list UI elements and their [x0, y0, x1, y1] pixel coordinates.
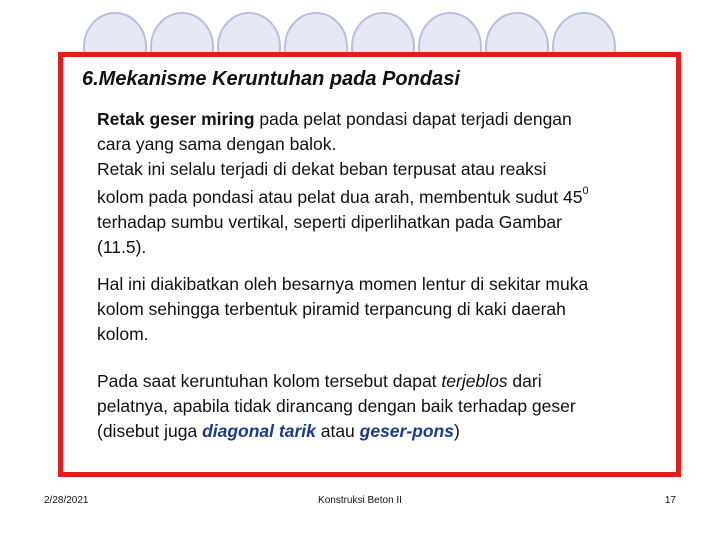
- text-run: atau: [315, 420, 360, 441]
- text-run: dari: [507, 371, 542, 391]
- term-terjeblos: terjeblos: [441, 371, 508, 391]
- slide-title: 6.Mekanisme Keruntuhan pada Pondasi: [82, 68, 460, 90]
- superscript: 0: [582, 185, 589, 198]
- paragraph-line: kolom.: [97, 323, 149, 344]
- text-run: Pada saat keruntuhan kolom tersebut dapat: [97, 371, 442, 391]
- paragraph-punching: [97, 369, 657, 443]
- text-run: (disebut juga: [97, 420, 203, 441]
- paragraph-line: cara yang sama dengan balok.: [97, 133, 337, 154]
- paragraph-moment: [97, 272, 657, 346]
- paragraph-line: [97, 181, 657, 210]
- paragraph-line: [97, 419, 657, 444]
- footer-date: 2/28/2021: [44, 495, 89, 506]
- term-retak-geser-miring: Retak geser miring: [97, 109, 255, 129]
- paragraph-line: terhadap sumbu vertikal, seperti diperlihatkan pada Gambar: [97, 212, 562, 233]
- text-run: pada pelat pondasi dapat terjadi dengan: [254, 109, 572, 129]
- paragraph-line: (11.5).: [97, 236, 147, 257]
- paragraph-line: Hal ini diakibatkan oleh besarnya momen lentur di sekitar muka: [97, 274, 589, 294]
- footer-page-number: 17: [664, 495, 676, 506]
- paragraph-line: [97, 369, 657, 394]
- term-diagonal-tarik: diagonal tarik: [202, 420, 316, 441]
- text-run: ): [453, 420, 460, 441]
- paragraph-line: Retak ini selalu terjadi di dekat beban terpusat atau reaksi: [97, 158, 547, 179]
- paragraph-line: kolom sehingga terbentuk piramid terpancung di kaki daerah: [97, 298, 566, 319]
- paragraph-shear-crack: [97, 107, 657, 260]
- footer-course-title: Konstruksi Beton II: [318, 495, 402, 506]
- text-run: kolom pada pondasi atau pelat dua arah, membentuk sudut 45: [97, 187, 583, 208]
- paragraph-line: [97, 107, 657, 132]
- paragraph-line: pelatnya, apabila tidak dirancang dengan baik terhadap geser: [97, 395, 576, 416]
- term-geser-pons: geser-pons: [359, 420, 454, 441]
